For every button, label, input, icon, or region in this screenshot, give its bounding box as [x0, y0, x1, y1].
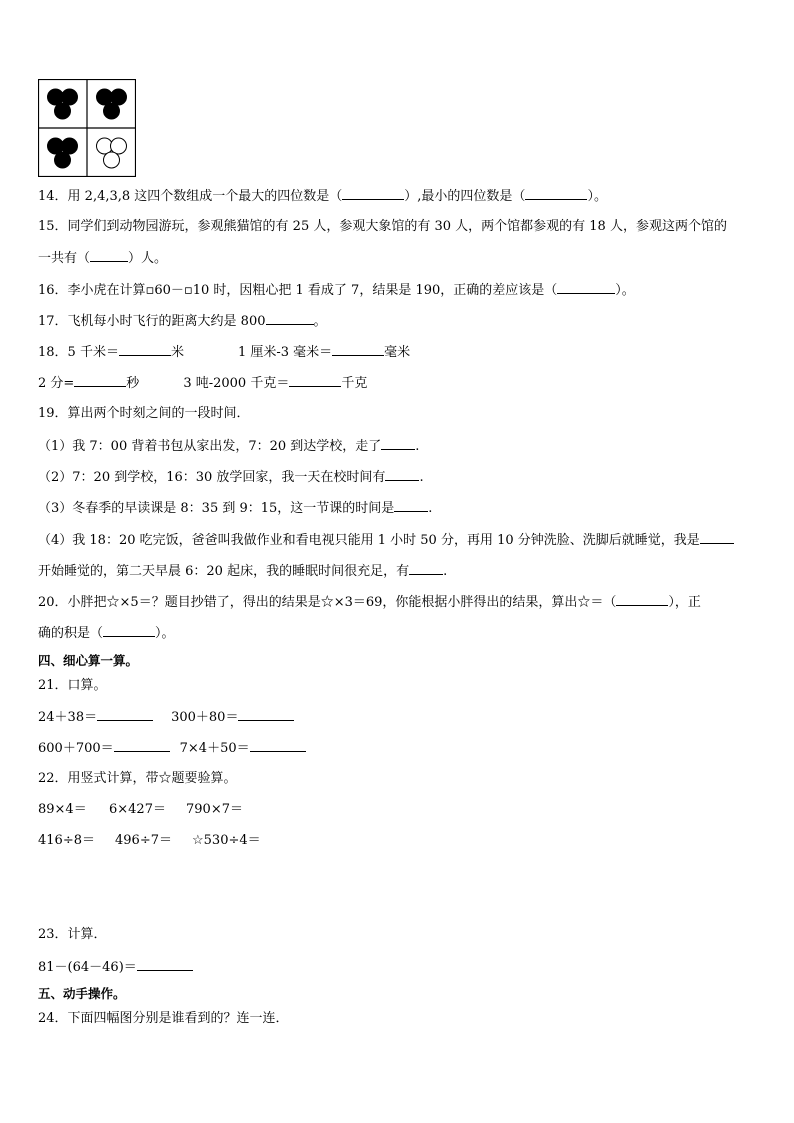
q14-text-c: ）。 — [587, 189, 607, 204]
q17-text-b: 。 — [313, 314, 327, 329]
section-5-title: 五、动手操作。 — [38, 986, 126, 1001]
black-dot — [111, 89, 127, 105]
q15-text-1: 15．同学们到动物园游玩，参观熊猫馆的有 25 人，参观大象馆的有 30 人，两个馆都参观的有 18 人，参观这两个馆的 — [38, 219, 727, 234]
black-dot — [55, 103, 71, 119]
question-24 — [38, 1010, 289, 1028]
q19-s2: （2）7：20 到学校，16：30 放学回家，我一天在校时间有 — [38, 470, 386, 485]
question-18-line-1 — [38, 343, 410, 362]
q18-text-b2: 毫米 — [384, 345, 411, 360]
q20-text-1a: 20．小胖把☆×5＝？题目抄错了，得出的结果是☆×3＝69，你能根据小胖得出的结果，算出☆＝（ — [38, 595, 617, 610]
q14-blank-2[interactable] — [525, 187, 587, 200]
question-14 — [38, 187, 607, 206]
q23-blank[interactable] — [137, 958, 193, 971]
q17-text-a: 17．飞机每小时飞行的距离大约是 800 — [38, 314, 266, 329]
q18-text-a1: 18．5 千米＝ — [38, 345, 119, 360]
q16-blank[interactable] — [557, 281, 615, 294]
section-4-heading — [38, 652, 138, 670]
question-19-sub-4-line-2 — [38, 562, 447, 581]
q24-text: 24．下面四幅图分别是谁看到的？连一连． — [38, 1011, 289, 1026]
question-20-line-1 — [38, 593, 701, 612]
dot-grid-svg — [38, 79, 136, 177]
q18-blank-1[interactable] — [119, 343, 171, 356]
question-19-sub-3 — [38, 499, 432, 518]
question-23-expr — [38, 958, 193, 977]
question-21-title — [38, 677, 107, 695]
question-18-line-2 — [38, 374, 367, 393]
black-dot — [104, 103, 120, 119]
question-22-title — [38, 770, 237, 788]
q18-text-a2: 米 — [170, 345, 184, 360]
question-21-row-1 — [38, 708, 294, 727]
question-16 — [38, 281, 635, 300]
q20-text-2b: ）。 — [155, 626, 175, 641]
dot-grid-figure — [38, 79, 136, 177]
q19-s3: （3）冬春季的早读课是 8：35 到 9：15，这一节课的时间是 — [38, 501, 395, 516]
q19-blank-1[interactable] — [381, 437, 415, 450]
q21-blank-3[interactable] — [114, 739, 170, 752]
question-19-sub-1 — [38, 437, 419, 456]
q19-blank-2[interactable] — [385, 468, 419, 481]
q21-expr-2: 300＋80＝ — [171, 710, 239, 725]
q18-text-b1: 1 厘米-3 毫米＝ — [237, 345, 333, 360]
q22-title: 22．用竖式计算，带☆题要验算。 — [38, 771, 237, 786]
q20-text-1b: ），正 — [668, 595, 701, 610]
question-19-sub-2 — [38, 468, 424, 487]
q19-s4b: 开始睡觉的，第二天早晨 6：20 起床，我的睡眠时间很充足，有 — [38, 564, 410, 579]
q22-expr-1: 89×4＝ — [38, 802, 87, 817]
section-5-heading — [38, 985, 126, 1003]
black-dot — [62, 138, 78, 154]
white-dot — [104, 152, 120, 168]
q22-expr-5: 496÷7＝ — [115, 833, 172, 848]
q23-title: 23．计算． — [38, 927, 107, 942]
q15-blank[interactable] — [90, 249, 128, 262]
q21-expr-4: 7×4＋50＝ — [179, 741, 250, 756]
q15-text-2a: 一共有（ — [38, 251, 91, 266]
question-15-line-1 — [38, 218, 727, 236]
q20-text-2a: 确的积是（ — [38, 626, 104, 641]
black-dot — [55, 152, 71, 168]
q18-blank-4[interactable] — [289, 374, 341, 387]
question-19-sub-4-line-1 — [38, 531, 734, 550]
q16-text-a: 16．李小虎在计算▫60－▫10 时，因粗心把 1 看成了 7，结果是 190，正确的差应该是（ — [38, 283, 558, 298]
question-23-title — [38, 926, 107, 944]
q20-blank-2[interactable] — [103, 624, 155, 637]
q19-period-3: . — [428, 501, 433, 516]
q21-expr-3: 600＋700＝ — [38, 741, 114, 756]
q19-period-1: . — [415, 439, 420, 454]
q19-s4a: （4）我 18：20 吃完饭，爸爸叫我做作业和看电视只能用 1 小时 50 分，再用 10 分钟洗脸、洗脚后就睡觉，我是 — [38, 533, 700, 548]
q19-blank-5[interactable] — [409, 562, 443, 575]
q18-blank-3[interactable] — [74, 374, 126, 387]
question-17 — [38, 312, 327, 331]
q14-blank-1[interactable] — [342, 187, 404, 200]
q19-title: 19．算出两个时刻之间的一段时间． — [38, 406, 250, 421]
q15-text-2b: ）人。 — [128, 251, 168, 266]
white-dot — [111, 138, 127, 154]
q22-expr-4: 416÷8＝ — [38, 833, 95, 848]
question-15-line-2 — [38, 249, 167, 268]
q19-period-5: . — [443, 564, 448, 579]
q14-text-b: ）,最小的四位数是（ — [404, 189, 526, 204]
q21-blank-1[interactable] — [97, 708, 153, 721]
section-4-title: 四、细心算一算。 — [38, 653, 139, 668]
q16-text-b: ）。 — [615, 283, 635, 298]
q22-expr-2: 6×427＝ — [109, 802, 166, 817]
q18-text-c1: 2 分= — [38, 376, 75, 391]
q22-expr-6: ☆530÷4＝ — [192, 833, 261, 848]
q18-text-d1: 3 吨-2000 千克＝ — [183, 376, 290, 391]
q21-blank-2[interactable] — [238, 708, 294, 721]
q18-text-c2: 秒 — [126, 376, 140, 391]
q19-blank-4[interactable] — [700, 531, 734, 544]
q17-blank[interactable] — [266, 312, 314, 325]
q20-blank-1[interactable] — [616, 593, 668, 606]
q18-text-d2: 千克 — [341, 376, 368, 391]
question-20-line-2 — [38, 624, 175, 643]
q23-expr-1: 81－(64－46)＝ — [38, 960, 137, 975]
question-21-row-2 — [38, 739, 306, 758]
q21-blank-4[interactable] — [250, 739, 306, 752]
q21-expr-1: 24＋38＝ — [38, 710, 98, 725]
q18-blank-2[interactable] — [332, 343, 384, 356]
q22-expr-3: 790×7＝ — [186, 802, 243, 817]
question-19-title — [38, 405, 250, 423]
q21-title: 21．口算。 — [38, 678, 107, 693]
q14-text-a: 14．用 2,4,3,8 这四个数组成一个最大的四位数是（ — [38, 189, 343, 204]
q19-s1: （1）我 7：00 背着书包从家出发，7：20 到达学校，走了 — [38, 439, 382, 454]
q19-blank-3[interactable] — [394, 499, 428, 512]
black-dot — [62, 89, 78, 105]
q19-period-2: . — [419, 470, 424, 485]
